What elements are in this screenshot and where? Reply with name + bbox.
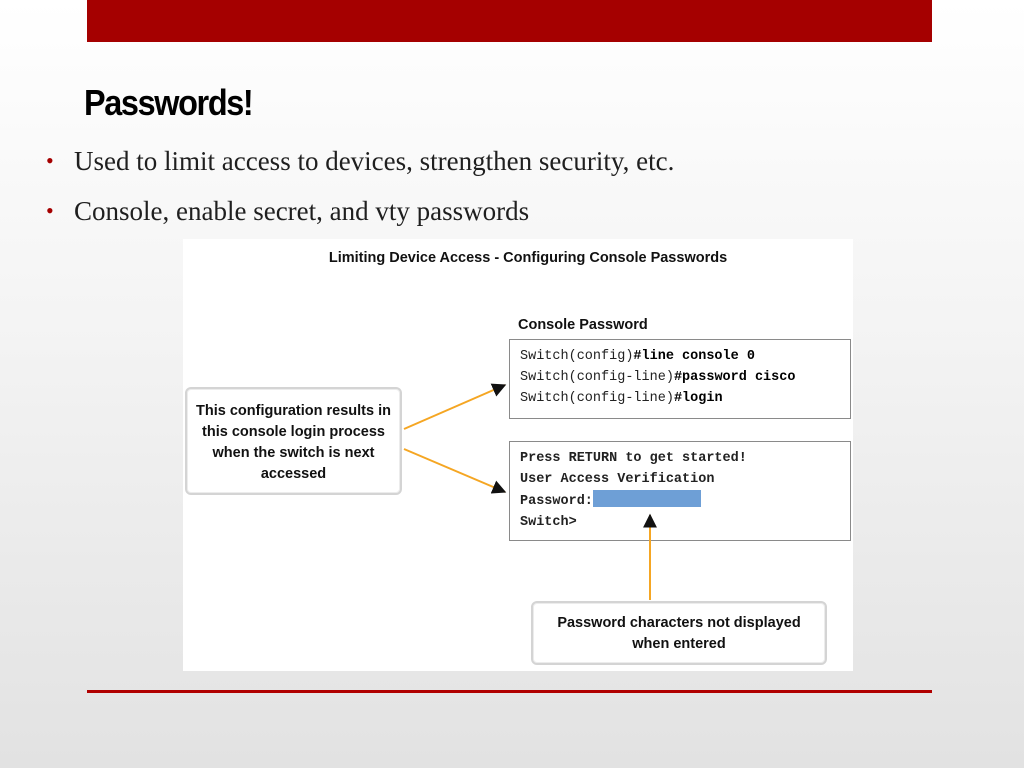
bullet-icon: • (46, 148, 54, 173)
callout-login-process: This configuration results in this console login process when the switch is next accessed (185, 387, 402, 495)
bullet-icon: • (46, 198, 54, 223)
top-accent-bar (87, 0, 932, 42)
bullet-item (46, 192, 674, 242)
switch-prompt: Switch> (520, 515, 577, 530)
bullet-text: Console, enable secret, and vty passwords (74, 196, 530, 226)
login-line: User Access Verification (520, 472, 715, 487)
bullet-text: Used to limit access to devices, strengthen security, etc. (74, 146, 675, 176)
bullet-list (46, 142, 674, 242)
callout-password-hidden: Password characters not displayed when entered (531, 601, 827, 665)
login-line: Press RETURN to get started! (520, 451, 747, 466)
bottom-divider (87, 690, 932, 693)
config-prompt: Switch(config) (520, 349, 634, 364)
arrow-to-login (404, 449, 505, 492)
config-command: #password cisco (673, 370, 796, 385)
config-command: #line console 0 (633, 349, 755, 364)
console-password-label: Console Password (518, 317, 648, 333)
slide-title: Passwords! (84, 82, 253, 123)
arrow-to-config (404, 385, 505, 429)
config-prompt: Switch(config-line) (520, 370, 674, 385)
console-password-diagram (183, 239, 853, 671)
diagram-title: Limiting Device Access - Configuring Console Passwords (328, 250, 728, 266)
config-prompt: Switch(config-line) (520, 391, 674, 406)
password-prompt: Password: (520, 494, 593, 509)
bullet-item (46, 142, 674, 192)
config-command: #login (673, 391, 723, 406)
